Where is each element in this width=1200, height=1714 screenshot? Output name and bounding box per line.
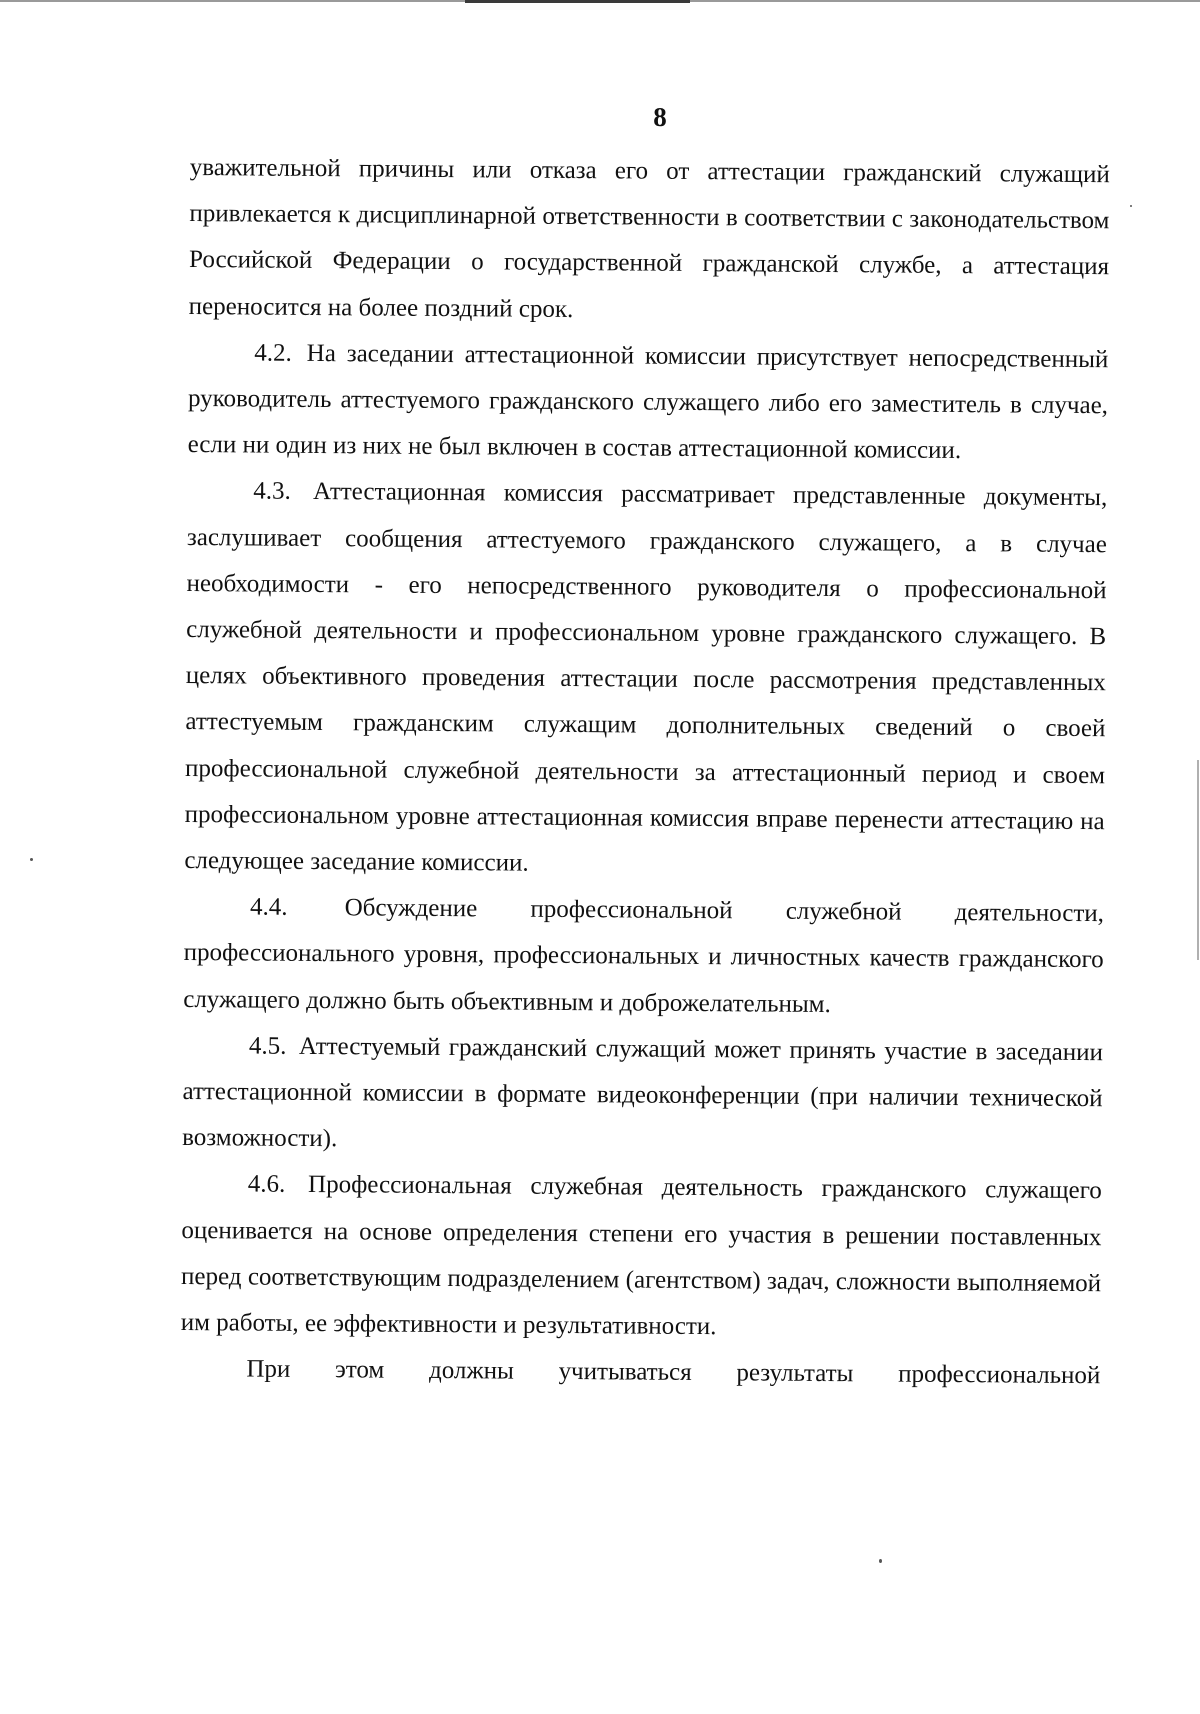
paragraph-text: Профессиональная служебная деятельность гражданского служащего оценивается на основе определения степени его участия в решении поставленных перед соответствующим подразделением (агентством) задач, сложности выполняемой им работы, ее эффективности и результативности. bbox=[180, 1171, 1102, 1341]
paragraph-text: Аттестационная комиссия рассматривает представленные документы, заслушивает сообщения аттестуемого гражданского служащего, а в случае необходимости - его непосредственного руководителя о профессиональной служебной деятельности и профессиональном уровне гражданского служащего. В целях объективного проведения аттестации после рассмотрения представленных аттестуемым гражданским служащим дополнительных сведений о своей профессиональной служебной деятельности за аттестационный период и своем профессиональном уровне аттестационная комиссия вправе перенести аттестацию на следующее заседание комиссии. bbox=[184, 478, 1108, 877]
body-text bbox=[180, 145, 1110, 1400]
paragraph-final-line bbox=[180, 1346, 1100, 1399]
scan-speck bbox=[1130, 205, 1132, 207]
paragraph-text: Обсуждение профессиональной служебной деятельности, профессионального уровня, профессиональных и личностных качеств гражданского служащего должно быть объективным и доброжелательным. bbox=[183, 894, 1105, 1018]
paragraph-number: 4.6. bbox=[247, 1170, 286, 1199]
paragraph-4-5 bbox=[182, 1023, 1103, 1169]
paragraph-4-2 bbox=[187, 330, 1108, 476]
page-number: 8 bbox=[653, 102, 667, 132]
paragraph-text: уважительной причины или отказа его от аттестации гражданский служащий привлекается к дисциплинарной ответственности в соответствии с законодательством Российской Федерации о государственной гражданской службе, а аттестация переносится на более поздний срок. bbox=[188, 153, 1110, 323]
scan-speck bbox=[879, 1559, 882, 1563]
scan-edge-mark bbox=[1197, 760, 1199, 960]
paragraph-number: 4.2. bbox=[254, 339, 292, 367]
paragraph-number: 4.5. bbox=[248, 1032, 287, 1060]
paragraph-text: Аттестуемый гражданский служащий может принять участие в заседании аттестационной комиссии в формате видеоконференции (при наличии технической возможности). bbox=[182, 1032, 1104, 1153]
scan-speck bbox=[30, 858, 33, 861]
paragraph-number: 4.4. bbox=[249, 893, 288, 922]
paragraph-text: При этом должны учитываться результаты профессиональной bbox=[246, 1355, 1101, 1390]
top-edge-mark bbox=[465, 0, 690, 3]
paragraph-4-3 bbox=[184, 468, 1107, 891]
paragraph-text: На заседании аттестационной комиссии присутствует непосредственный руководитель аттестуемого гражданского служащего либо его заместитель в случае, если ни один из них не был включен в состав аттестационной комиссии. bbox=[187, 339, 1109, 465]
paragraph-4-6 bbox=[181, 1161, 1102, 1353]
paragraph-continuation bbox=[189, 145, 1110, 337]
paragraph-4-4 bbox=[183, 884, 1104, 1030]
paragraph-number: 4.3. bbox=[253, 477, 291, 506]
